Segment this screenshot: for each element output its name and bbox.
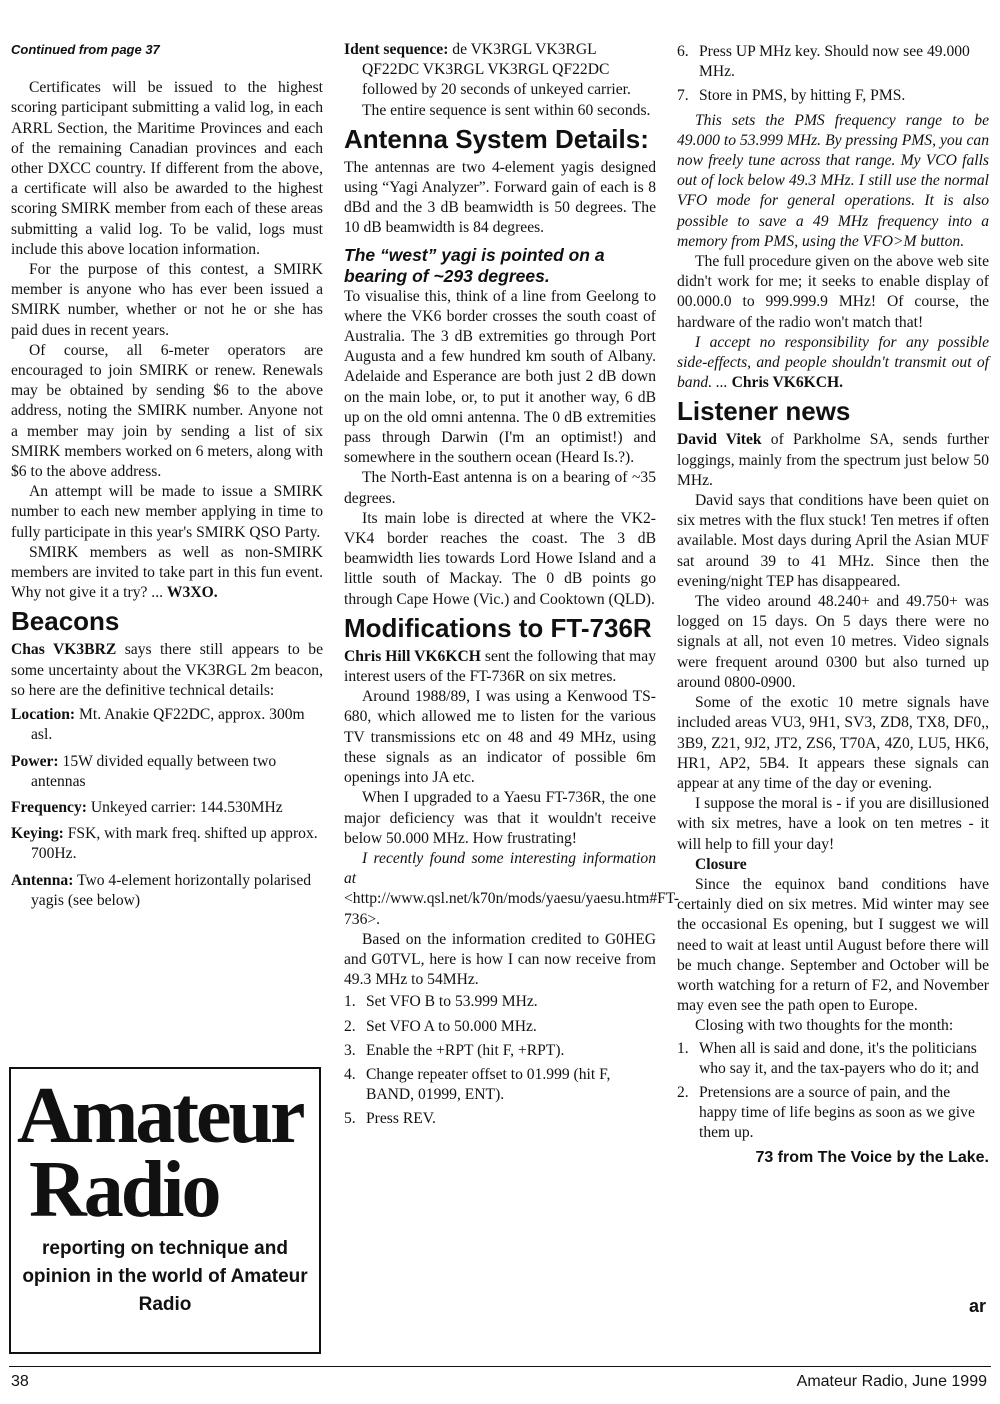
paragraph-italic: This sets the PMS frequency range to be 49.000 to 53.999 MHz. By pressing PMS, you can now freely tune across that range. My VCO falls out of lock below 49.3 MHz. I still use the normal VFO mode for general operations. It is also possible to save a 49 MHz frequency into a memory from PMS, using the VFO>M button. bbox=[677, 111, 989, 250]
definition-text: Mt. Anakie QF22DC, approx. 300m asl. bbox=[31, 706, 305, 744]
magazine-footer: Amateur Radio, June 1999 bbox=[796, 1373, 987, 1390]
list-item bbox=[344, 1041, 656, 1061]
continued-note: Continued from page 37 bbox=[11, 42, 160, 57]
paragraph: An attempt will be made to issue a SMIRK number to each new member applying in time to fully participate in this year's SMIRK QSO Party. bbox=[11, 483, 323, 541]
definition-text: FSK, with mark freq. shifted up approx. 700Hz. bbox=[31, 825, 318, 863]
paragraph: The antennas are two 4-element yagis designed using “Yagi Analyzer”. Forward gain of each is 8 dBd and the 3 dB beamwidth is 50 degrees. The 10 dB beamwidth is 84 degrees. bbox=[344, 158, 656, 237]
web-link: <http://www.qsl.net/k70n/mods/yaesu/yaesu.htm#FT-736>. bbox=[344, 890, 680, 928]
list-item bbox=[677, 1039, 989, 1079]
section-heading-beacons: Beacons bbox=[11, 606, 120, 637]
paragraph-italic: I accept no responsibility for any possible side-effects, and people shouldn't transmit out of band. ... bbox=[677, 333, 989, 392]
definition-item bbox=[11, 705, 323, 745]
paragraph bbox=[677, 333, 989, 394]
steps-list bbox=[344, 992, 656, 1129]
definition-item bbox=[11, 824, 323, 864]
paragraph: Since the equinox band conditions have certainly died on six metres. Mid winter may see the occasional Es opening, but I suggest we will need to wait at least until August before there will be much change. September and October will be worth watching for a return of F2, and November may even see the path open to Europe. bbox=[677, 875, 989, 1015]
page-number: 38 bbox=[11, 1373, 29, 1390]
definition-term: Power: bbox=[11, 752, 59, 770]
list-text: Enable the +RPT (hit F, +RPT). bbox=[366, 1041, 565, 1059]
list-text: Pretensions are a source of pain, and the happy time of life begins as soon as we give them up. bbox=[699, 1083, 975, 1142]
paragraph-text: sent the following that may interest users of the FT-736R on six metres. bbox=[344, 647, 657, 686]
author-name: David Vitek bbox=[677, 431, 762, 449]
list-item bbox=[344, 1017, 656, 1037]
steps-list-continued bbox=[677, 42, 989, 107]
paragraph-italic: I recently found some interesting information at bbox=[344, 849, 656, 888]
advert-logo bbox=[17, 1072, 303, 1234]
list-text: Change repeater offset to 01.999 (hit F, BAND, 01999, ENT). bbox=[366, 1065, 611, 1104]
definition-text: Two 4-element horizontally polarised yagis (see below) bbox=[31, 871, 312, 909]
subheading-west-yagi: The “west” yagi is pointed on a bearing of ~293 degrees. bbox=[344, 244, 605, 286]
list-text: Press REV. bbox=[366, 1110, 436, 1128]
paragraph: The full procedure given on the above web site didn't work for me; it seeks to enable display of 00.000.0 to 999.999.9 MHz! Of course, the hardware of the radio won't match that! bbox=[677, 253, 989, 331]
subheading-closure: Closure bbox=[695, 855, 747, 873]
column-2 bbox=[344, 40, 680, 1134]
definition-text: 15W divided equally between two antennas bbox=[31, 752, 277, 790]
list-number: 2. bbox=[344, 1017, 356, 1035]
sign-off: 73 from The Voice by the Lake. bbox=[755, 1148, 989, 1166]
paragraph: Based on the information credited to G0HEG and G0TVL, here is how I can now receive from 49.3 MHz to 54MHz. bbox=[344, 930, 656, 989]
paragraph: Closing with two thoughts for the month: bbox=[695, 1017, 954, 1035]
paragraph: Certificates will be issued to the highest scoring participant submitting a valid log, in each ARRL Section, the Maritime Provinces and each of the remaining Canadian provinces and each other DXCC country. If different from the above, a certificate will also be awarded to the highest scoring SMIRK member from each of these areas submitting a valid log. To be valid, logs must include this above location information. bbox=[11, 79, 323, 258]
definition-term: Location: bbox=[11, 706, 76, 724]
definition-item bbox=[11, 798, 323, 818]
definition-term: Ident sequence: bbox=[344, 41, 449, 58]
list-item bbox=[344, 992, 656, 1012]
paragraph: When I upgraded to a Yaesu FT-736R, the one major deficiency was that it wouldn't receive below 50.000 MHz. How frustrating! bbox=[344, 789, 656, 847]
list-text: Press UP MHz key. Should now see 49.000 MHz. bbox=[699, 43, 970, 81]
definition-text: de VK3RGL VK3RGL QF22DC VK3RGL VK3RGL QF22DC followed by 20 seconds of unkeyed carrier. bbox=[362, 41, 631, 99]
definition-term: Antenna: bbox=[11, 871, 74, 889]
footer-divider bbox=[9, 1366, 991, 1367]
definition-item bbox=[11, 871, 323, 911]
list-text: Store in PMS, by hitting F, PMS. bbox=[699, 87, 906, 105]
author-signature: W3XO. bbox=[166, 584, 218, 602]
definition-term: Frequency: bbox=[11, 798, 87, 816]
paragraph: The North-East antenna is on a bearing of ~35 degrees. bbox=[344, 469, 656, 507]
list-number: 5. bbox=[344, 1110, 356, 1128]
advert-logo-line1: Amateur bbox=[17, 1072, 303, 1160]
paragraph bbox=[344, 849, 680, 930]
author-name: Chas VK3BRZ bbox=[11, 641, 117, 659]
definition-term: Keying: bbox=[11, 825, 64, 843]
list-number: 3. bbox=[344, 1041, 356, 1059]
paragraph bbox=[11, 640, 323, 701]
list-item bbox=[344, 1065, 656, 1105]
paragraph-text: says there still appears to be some uncertainty about the VK3RGL 2m beacon, so here are the definitive technical details: bbox=[11, 641, 323, 699]
section-heading-antenna: Antenna System Details: bbox=[344, 123, 649, 154]
paragraph-text: of Parkholme SA, sends further loggings, mainly from the spectrum just below 50 MHz. bbox=[677, 431, 990, 489]
definition-text: Unkeyed carrier: 144.530MHz bbox=[86, 798, 283, 816]
paragraph bbox=[677, 430, 989, 491]
definition-item bbox=[11, 752, 323, 792]
list-text: When all is said and done, it's the politicians who say it, and the tax-payers who do it; and bbox=[699, 1039, 979, 1077]
list-number: 1. bbox=[344, 993, 356, 1011]
list-item bbox=[677, 42, 989, 82]
paragraph: For the purpose of this contest, a SMIRK member is anyone who has ever been issued a SMIRK number, whether or not he or she has paid dues in recent years. bbox=[11, 261, 323, 339]
paragraph: To visualise this, think of a line from Geelong to where the VK6 border crosses the south coast of Australia. The 3 dB extremities go through Port Augusta and a few hundred km south of Albany. Adelaide and Esperance are both just 2 dB down on the main lobe, or, to put it another way, 6 dB up on the old omni antenna. The 0 dB extremities pass through Darwin (I'm an optimist!) and somewhere in the southern ocean (Heard Is.?). bbox=[344, 287, 656, 467]
advert-tagline: reporting on technique and opinion in the world of Amateur Radio bbox=[22, 1238, 308, 1315]
paragraph: Some of the exotic 10 metre signals have included areas VU3, 9H1, SV3, ZD8, TX8, DF0,, 3B9, Z21, 9J2, JT2, ZS6, T70A, 4Z0, LU5, HK6, HR1, AP2, 5B4. It appears these signals can appear at any time of the day or evening. bbox=[677, 694, 989, 792]
paragraph: The video around 48.240+ and 49.750+ was logged on 15 days. On 5 days there were no signals at all, not even 10 metres. Video signals were frequent around 0300 but also turned up around 0800-0900. bbox=[677, 593, 989, 691]
advert-logo-line2: Radio bbox=[29, 1146, 219, 1234]
author-name: Chris Hill VK6KCH bbox=[344, 647, 481, 665]
section-heading-modifications: Modifications to FT-736R bbox=[344, 612, 652, 643]
list-number: 2. bbox=[677, 1083, 689, 1101]
paragraph bbox=[344, 647, 656, 687]
column-1 bbox=[11, 40, 323, 917]
list-text: Set VFO A to 50.000 MHz. bbox=[366, 1017, 537, 1035]
list-item bbox=[677, 86, 989, 106]
paragraph: Around 1988/89, I was using a Kenwood TS-680, which allowed me to listen for the various TV transmissions etc on 48 and 49 MHz, using these signals as an indicator of possible 6m openings into JA etc. bbox=[344, 688, 656, 787]
paragraph: Of course, all 6-meter operators are encouraged to join SMIRK or renew. Renewals may be obtained by sending $6 to the above address, noting the SMIRK number. Anyone not a member may join by sending a list of six SMIRK members worked on 6 meters, along with $6 to the above address. bbox=[11, 341, 323, 481]
ident-sequence bbox=[344, 40, 656, 101]
amateur-radio-advert bbox=[9, 1067, 321, 1354]
list-text: Set VFO B to 53.999 MHz. bbox=[366, 993, 538, 1011]
thoughts-list bbox=[677, 1039, 989, 1144]
paragraph bbox=[11, 543, 323, 604]
list-item bbox=[344, 1109, 656, 1129]
paragraph-text: SMIRK members as well as non-SMIRK members are invited to take part in this fun event. Why not give it a try? ... bbox=[11, 543, 323, 602]
list-number: 6. bbox=[677, 43, 689, 60]
list-number: 7. bbox=[677, 87, 689, 105]
list-number: 1. bbox=[677, 1039, 689, 1057]
list-number: 4. bbox=[344, 1065, 356, 1083]
paragraph: I suppose the moral is - if you are disillusioned with six metres, have a look on ten metres - it will help to fill your day! bbox=[677, 795, 989, 853]
end-mark: ar bbox=[968, 1296, 986, 1316]
paragraph: David says that conditions have been quiet on six metres with the flux stuck! Ten metres if often available. Most days during April the Asian MUF sat around 39 to 41 MHz. Since then the evening/night TEP has disappeared. bbox=[677, 492, 989, 590]
column-3 bbox=[677, 40, 989, 1168]
section-heading-listener-news: Listener news bbox=[677, 396, 851, 427]
author-signature: Chris VK6KCH. bbox=[727, 374, 844, 392]
paragraph: Its main lobe is directed at where the VK2-VK4 border reaches the coast. The 3 dB beamwidth lies towards Lord Howe Island and a little south of Mackay. The 0 dB points go through Cape Howe (Vic.) and Cooktown (QLD). bbox=[344, 509, 656, 608]
list-item bbox=[677, 1083, 989, 1144]
paragraph: The entire sequence is sent within 60 seconds. bbox=[362, 101, 651, 119]
